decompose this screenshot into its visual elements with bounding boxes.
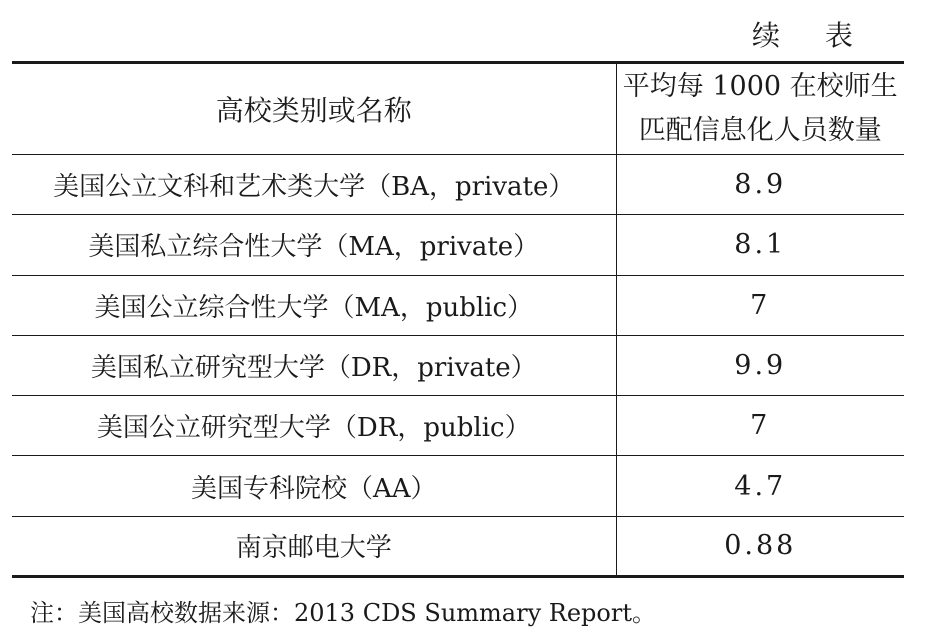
row-name: 美国公立综合性大学（MA，public） (12, 275, 616, 335)
row-value: 8.1 (616, 215, 904, 275)
row-name: 美国公立文科和艺术类大学（BA，private） (12, 155, 616, 215)
source-note: 注：美国高校数据来源：2013 CDS Summary Report。 (30, 599, 656, 627)
row-value: 7 (616, 275, 904, 335)
table-row (12, 396, 904, 456)
table-row (12, 215, 904, 275)
table-row (12, 275, 904, 335)
row-name: 美国私立综合性大学（MA，private） (12, 215, 616, 275)
row-value: 0.88 (616, 516, 904, 576)
table-row (12, 155, 904, 215)
row-name: 美国专科院校（AA） (12, 456, 616, 516)
continued-label: 续 表 (752, 19, 871, 52)
row-value: 7 (616, 396, 904, 456)
header-category-name: 高校类别或名称 (12, 63, 616, 155)
row-name: 美国私立研究型大学（DR，private） (12, 335, 616, 395)
row-value: 9.9 (616, 335, 904, 395)
row-value: 4.7 (616, 456, 904, 516)
table-row (12, 516, 904, 576)
table-header-row (12, 63, 904, 155)
data-table-container (12, 61, 904, 578)
table-row (12, 335, 904, 395)
header-staff-ratio-line1: 平均每 1000 在校师生 (622, 71, 898, 102)
header-staff-ratio-line2: 匹配信息化人员数量 (638, 115, 882, 146)
row-name: 美国公立研究型大学（DR，public） (12, 396, 616, 456)
row-value: 8.9 (616, 155, 904, 215)
data-table (12, 61, 904, 578)
row-name: 南京邮电大学 (12, 516, 616, 576)
table-row (12, 456, 904, 516)
header-staff-ratio (616, 63, 904, 155)
